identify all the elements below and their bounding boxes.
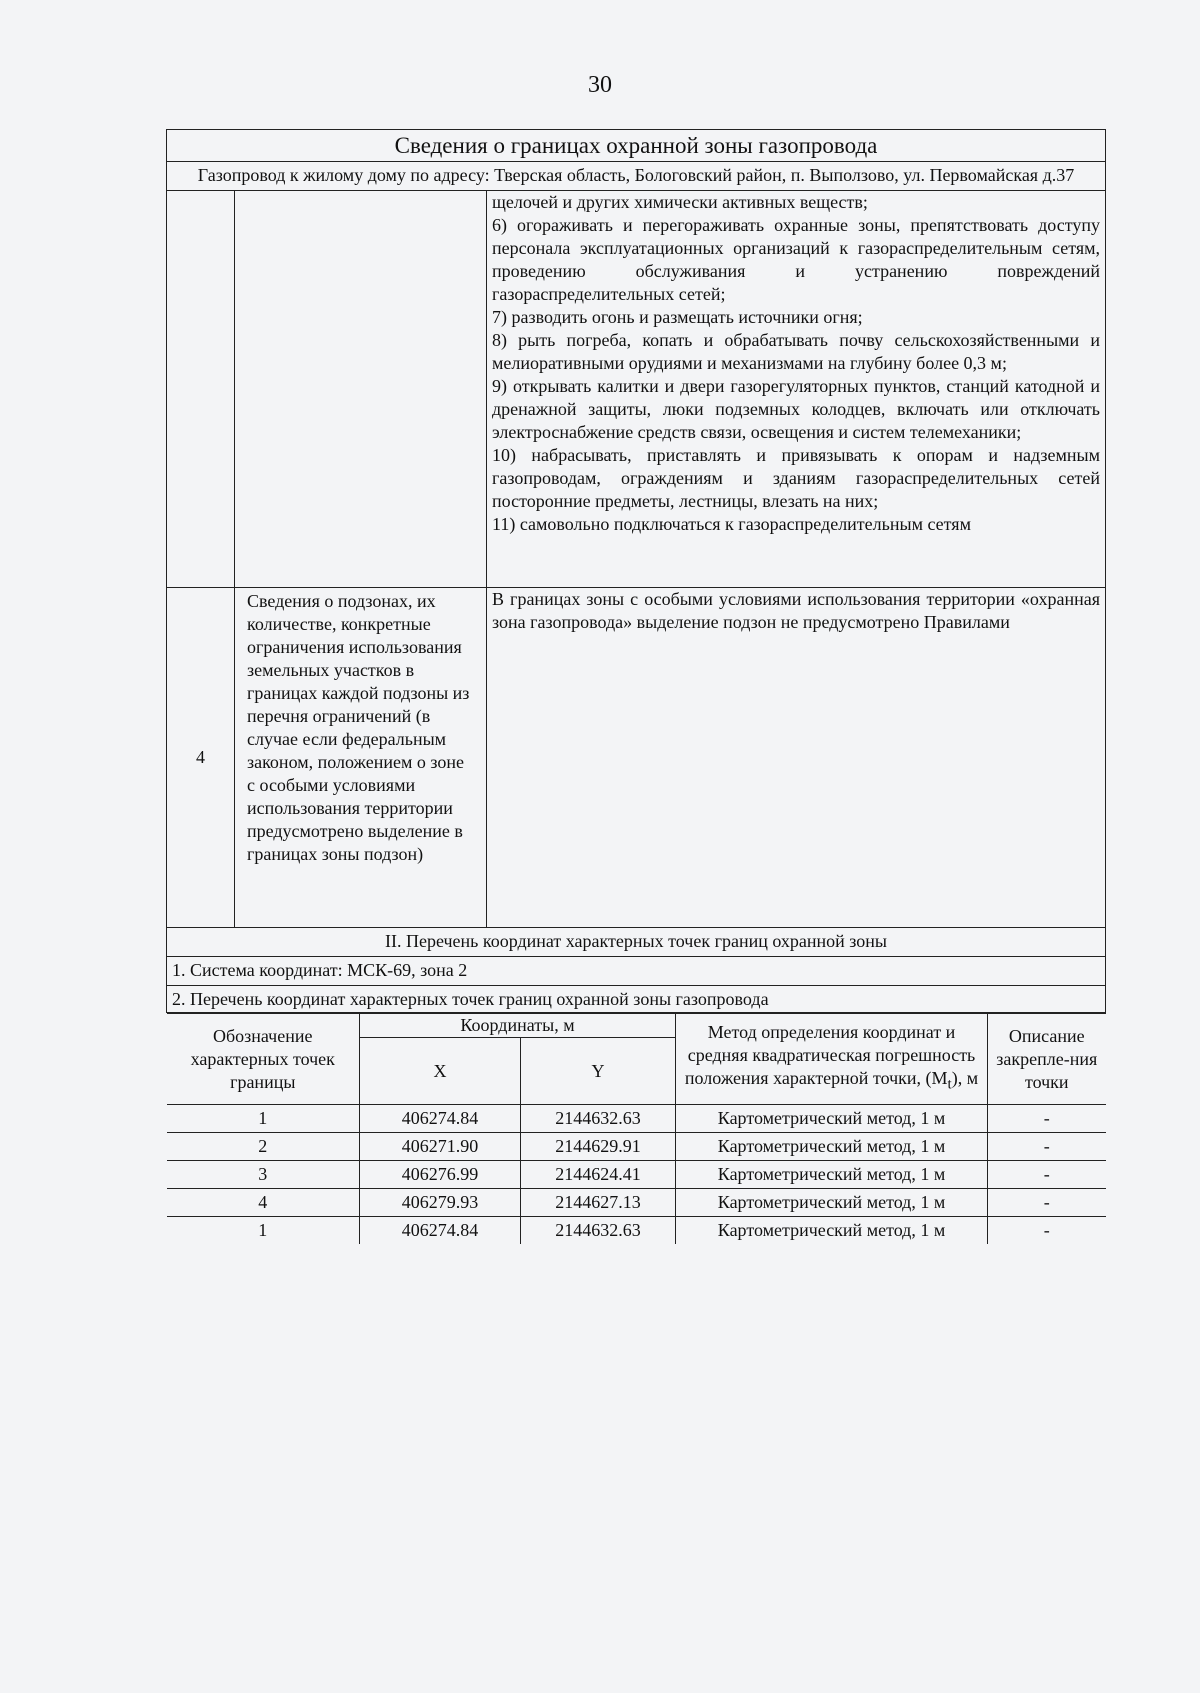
cell-desc: - xyxy=(988,1133,1106,1161)
header-method-tail: ), м xyxy=(951,1068,979,1089)
header-method xyxy=(676,1014,988,1105)
cell-x: 406274.84 xyxy=(360,1105,521,1133)
coord-list-title: 2. Перечень координат характерных точек границ охранной зоны газопровода xyxy=(167,986,1106,1013)
restrictions-list xyxy=(487,191,1106,588)
cell-x: 406276.99 xyxy=(360,1161,521,1189)
coords-container xyxy=(167,1013,1106,1245)
table-row xyxy=(167,1217,1106,1245)
row-number-cell: 4 xyxy=(167,588,235,928)
page-number: 30 xyxy=(588,72,612,98)
cell-method: Картометрический метод, 1 м xyxy=(676,1189,988,1217)
coord-system: 1. Система координат: МСК-69, зона 2 xyxy=(167,957,1106,986)
subzones-label: Сведения о подзонах, их количестве, конкретные ограничения использования земельных участков в границах каждой подзоны из перечня ограничений (в случае если федеральным законом, положением о зоне с особыми условиями использования территории предусмотрено выделение в границах зоны подзон) xyxy=(235,588,487,928)
cell-desc: - xyxy=(988,1217,1106,1245)
restriction-item: 6) огораживать и перегораживать охранные зоны, препятствовать доступу персонала эксплуатационных организаций к газораспределительным сетям, проведению обслуживания и устранению повреждений газораспределительных сетей; xyxy=(492,215,1100,304)
row-number-cell xyxy=(167,191,235,588)
cell-method: Картометрический метод, 1 м xyxy=(676,1161,988,1189)
header-x: X xyxy=(360,1038,521,1105)
cell-point: 1 xyxy=(167,1105,360,1133)
table-subtitle: Газопровод к жилому дому по адресу: Тверская область, Бологовский район, п. Выползово, ул. Первомайская д.37 xyxy=(167,162,1106,191)
table-title: Сведения о границах охранной зоны газопровода xyxy=(167,130,1106,162)
restriction-item: щелочей и других химически активных веществ; xyxy=(492,192,868,212)
cell-x: 406271.90 xyxy=(360,1133,521,1161)
restriction-item: 10) набрасывать, приставлять и привязывать к опорам и надземным газопроводам, ограждениям и зданиям газораспределительных сетей посторонние предметы, лестницы, влезать на них; xyxy=(492,445,1100,511)
restriction-item: 8) рыть погреба, копать и обрабатывать почву сельскохозяйственными и мелиоративными орудиями и механизмами на глубину более 0,3 м; xyxy=(492,330,1100,373)
cell-desc: - xyxy=(988,1161,1106,1189)
cell-method: Картометрический метод, 1 м xyxy=(676,1217,988,1245)
cell-x: 406274.84 xyxy=(360,1217,521,1245)
header-description: Описание закрепле-ния точки xyxy=(988,1014,1106,1105)
cell-method: Картометрический метод, 1 м xyxy=(676,1133,988,1161)
table-row xyxy=(167,1189,1106,1217)
restriction-item: 11) самовольно подключаться к газораспределительным сетям xyxy=(492,514,971,534)
section-2-title: II. Перечень координат характерных точек границ охранной зоны xyxy=(167,928,1106,957)
restriction-item: 9) открывать калитки и двери газорегуляторных пунктов, станций катодной и дренажной защиты, люки подземных колодцев, включать или отключать электроснабжение средств связи, освещения и систем телемеханики; xyxy=(492,376,1100,442)
zone-info-table xyxy=(166,129,1106,1244)
header-method-sub: t xyxy=(947,1076,952,1093)
cell-point: 1 xyxy=(167,1217,360,1245)
cell-y: 2144624.41 xyxy=(521,1161,676,1189)
cell-y: 2144632.63 xyxy=(521,1105,676,1133)
cell-y: 2144632.63 xyxy=(521,1217,676,1245)
cell-x: 406279.93 xyxy=(360,1189,521,1217)
cell-desc: - xyxy=(988,1105,1106,1133)
table-row xyxy=(167,1161,1106,1189)
cell-point: 4 xyxy=(167,1189,360,1217)
header-point: Обозначение характерных точек границы xyxy=(167,1014,360,1105)
cell-method: Картометрический метод, 1 м xyxy=(676,1105,988,1133)
header-y: Y xyxy=(521,1038,676,1105)
restrictions-label-cell xyxy=(235,191,487,588)
cell-point: 2 xyxy=(167,1133,360,1161)
table-row xyxy=(167,1133,1106,1161)
cell-y: 2144627.13 xyxy=(521,1189,676,1217)
table-row xyxy=(167,1105,1106,1133)
restriction-item: 7) разводить огонь и размещать источники огня; xyxy=(492,307,863,327)
coordinates-table xyxy=(167,1013,1106,1244)
cell-y: 2144629.91 xyxy=(521,1133,676,1161)
header-method-text: Метод определения координат и средняя квадратическая погрешность положения характерной точки, (M xyxy=(684,1022,976,1089)
subzones-value: В границах зоны с особыми условиями использования территории «охранная зона газопровода» выделение подзон не предусмотрено Правилами xyxy=(487,588,1106,928)
cell-desc: - xyxy=(988,1189,1106,1217)
header-coords: Координаты, м xyxy=(360,1014,676,1038)
cell-point: 3 xyxy=(167,1161,360,1189)
